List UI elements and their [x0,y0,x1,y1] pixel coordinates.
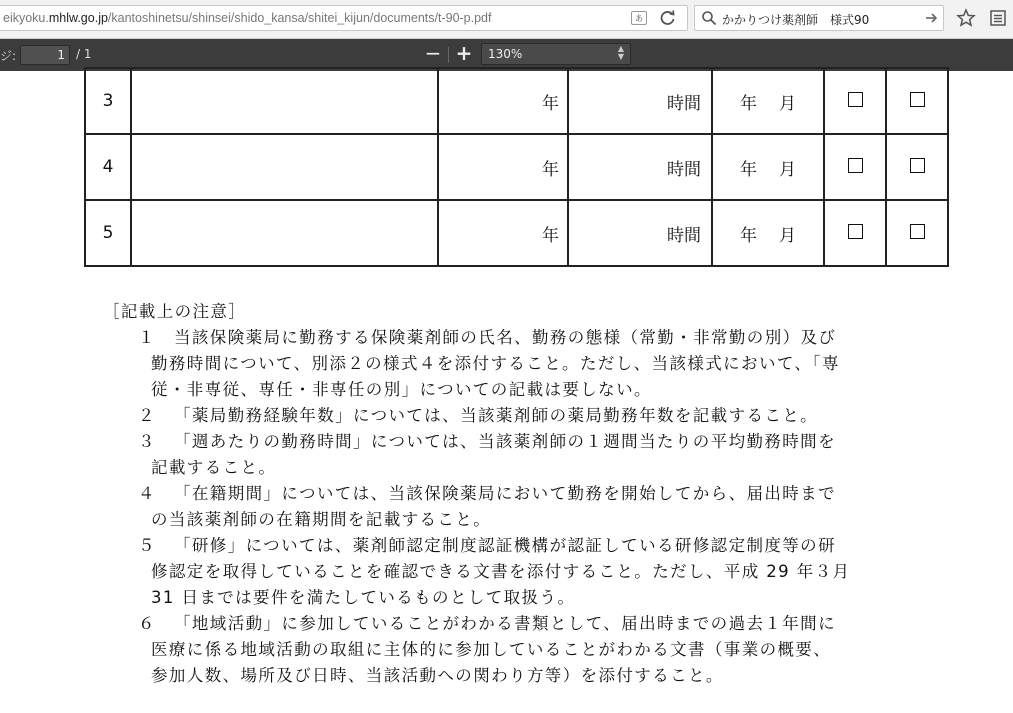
note-text: 「週あたりの勤務時間」については、当該薬剤師の１週間当たりの平均勤務時間を [174,432,836,451]
menu-icon[interactable] [988,8,1008,28]
experience-years-cell: 年 [438,200,568,266]
note-line [138,429,943,455]
note-item [103,403,943,429]
pharmacist-name-cell [131,68,438,134]
note-line [138,325,943,351]
page-total: / 1 [76,47,92,61]
page-label: ジ: [0,49,17,63]
tenure-date-cell [712,68,824,134]
note-line: 勤務時間について、別添２の様式４を添付すること。ただし、当該様式において、「専 [151,354,840,373]
note-text: 「研修」については、薬剤師認定制度認証機構が認証している研修認定制度等の研 [174,536,836,555]
browser-toolbar [0,0,1013,39]
translate-icon[interactable]: あ [631,11,647,25]
table-row [85,200,948,266]
pharmacist-name-cell [131,200,438,266]
note-line [138,481,943,507]
notes-list [103,325,943,689]
checkbox-square [848,92,863,107]
page-number-input[interactable]: 1 [20,45,70,65]
row-number: 4 [85,134,131,200]
note-number: ２ [138,406,156,425]
note-text: 「地域活動」に参加していることがわかる書類として、届出時までの過去１年間に [174,614,836,633]
tenure-date-cell [712,134,824,200]
url-path: /kantoshinetsu/shinsei/shido_kansa/shitei_kijun/documents/t-90-p.pdf [107,11,492,25]
url-prefix: eikyoku. [3,11,49,25]
note-text: 当該保険薬局に勤務する保険薬剤師の氏名、勤務の態様（常勤・非常勤の別）及び [174,328,837,347]
table-row [85,68,948,134]
note-number: １ [138,328,156,347]
note-number: ５ [138,536,156,555]
year-unit: 年 [740,159,757,180]
url-host: mhlw.go.jp [48,11,108,25]
note-item [103,481,943,533]
note-line: 参加人数、場所及び日時、当該活動への関わり方等）を添付すること。 [151,666,724,685]
checkbox-square [910,158,925,173]
note-number: ４ [138,484,156,503]
address-bar[interactable] [0,5,688,31]
note-text: 「在籍期間」については、当該保険薬局において勤務を開始してから、届出時まで [174,484,836,503]
note-item [103,533,943,611]
chevron-updown-icon: ▲ ▼ [617,44,624,61]
pharmacist-name-cell [131,134,438,200]
note-line: 31 日までは要件を満たしているものとして取扱う。 [151,588,576,607]
checkbox-cell [824,200,886,266]
note-line [138,611,943,637]
toolbar-divider [448,47,449,63]
row-number: 5 [85,200,131,266]
notes-heading: ［記載上の注意］ [103,302,247,321]
row-number: 3 [85,68,131,134]
weekly-hours-cell: 時間 [568,68,712,134]
note-item [103,429,943,481]
tenure-date-cell [712,200,824,266]
note-line: の当該薬剤師の在籍期間を記載すること。 [151,510,492,529]
note-number: ６ [138,614,156,633]
note-line: 修認定を取得していることを確認できる文書を添付すること。ただし、平成 29 年３月 [151,562,851,581]
pdf-page [0,71,1013,713]
checkbox-square [848,158,863,173]
table-row [85,134,948,200]
weekly-hours-cell: 時間 [568,200,712,266]
month-unit: 月 [779,159,796,180]
month-unit: 月 [779,225,796,246]
address-url[interactable] [3,11,492,25]
zoom-select[interactable] [481,43,631,65]
note-line [138,533,943,559]
month-unit: 月 [779,93,796,114]
weekly-hours-cell: 時間 [568,134,712,200]
note-number: ３ [138,432,156,451]
go-arrow-icon[interactable] [923,10,939,26]
checkbox-cell [886,68,948,134]
checkbox-cell [886,200,948,266]
checkbox-cell [886,134,948,200]
note-item [103,611,943,689]
zoom-out-button[interactable]: − [424,41,442,65]
notes-section [103,299,943,689]
checkbox-square [910,92,925,107]
note-line [138,403,943,429]
note-text: 「薬局勤務経験年数」については、当該薬剤師の薬局勤務年数を記載すること。 [174,406,819,425]
checkbox-cell [824,68,886,134]
note-line: 記載すること。 [151,458,277,477]
experience-years-cell: 年 [438,68,568,134]
note-line: 従・非専従、専任・非専任の別」についての記載は要しない。 [151,380,652,399]
note-line: 医療に係る地域活動の取組に主体的に参加していることがわかる文書（事業の概要、 [151,640,832,659]
pharmacist-table [84,67,949,267]
note-item [103,325,943,403]
checkbox-square [910,224,925,239]
checkbox-square [848,224,863,239]
checkbox-cell [824,134,886,200]
experience-years-cell: 年 [438,134,568,200]
year-unit: 年 [740,225,757,246]
zoom-value: 130% [488,47,523,61]
reload-icon[interactable] [659,9,677,27]
search-bar[interactable] [694,5,944,31]
search-input[interactable]: かかりつけ薬剤師 様式90 [722,13,870,27]
zoom-in-button[interactable]: + [455,41,473,65]
bookmark-star-icon[interactable] [956,8,976,28]
year-unit: 年 [740,93,757,114]
search-icon [701,10,717,26]
